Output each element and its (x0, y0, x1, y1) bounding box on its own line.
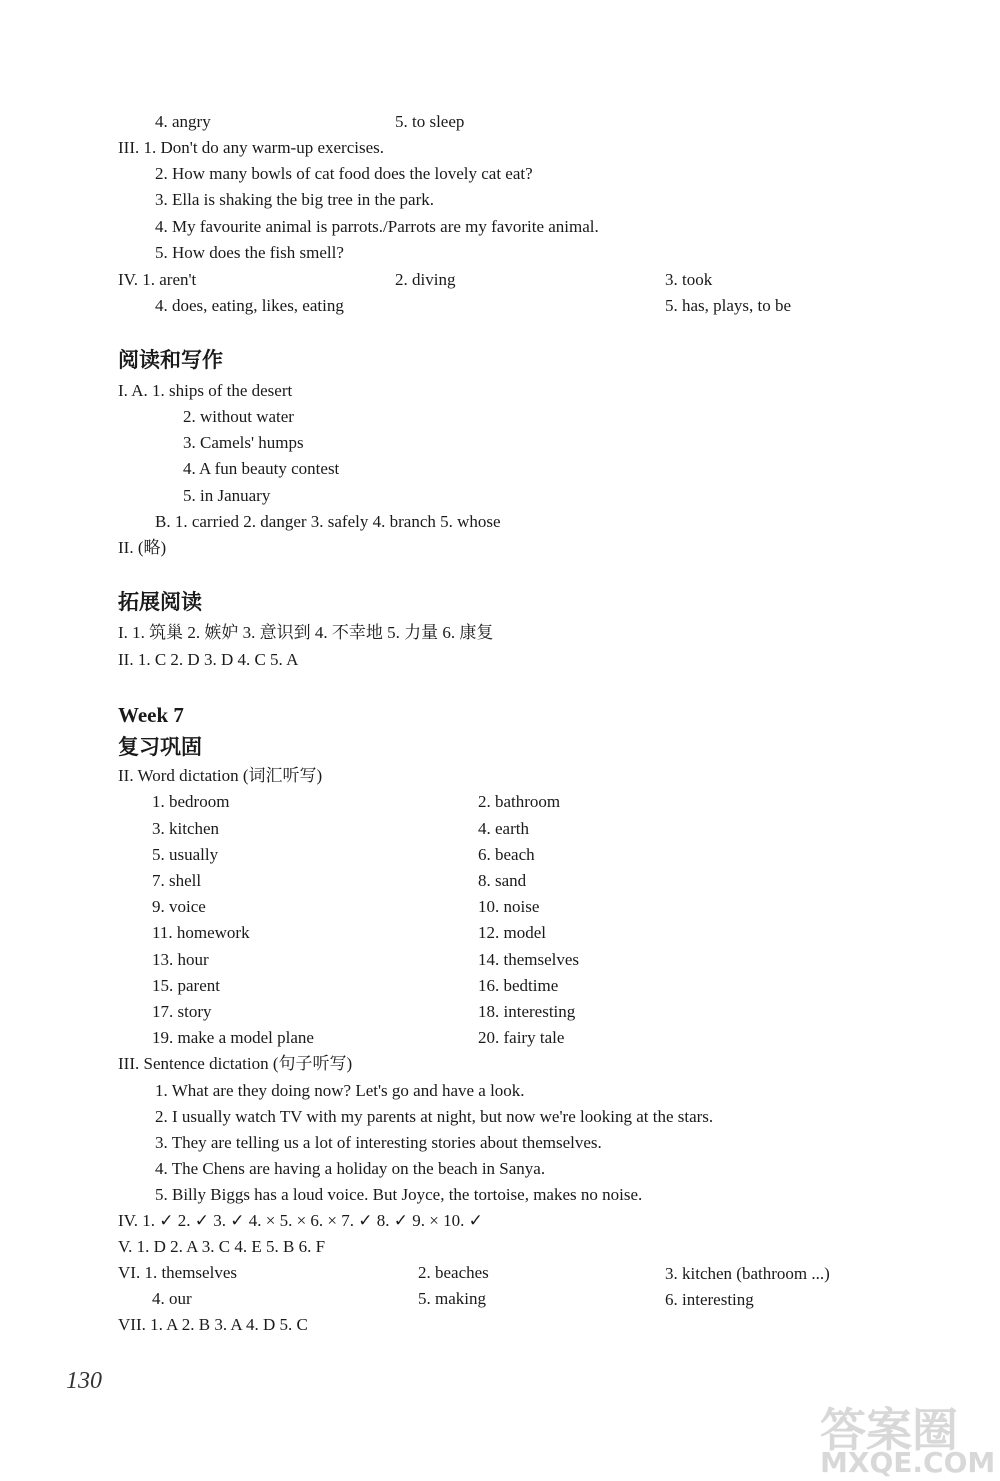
answer-line: V. 1. D 2. A 3. C 4. E 5. B 6. F (118, 1237, 326, 1256)
week-heading: Week 7 (118, 703, 184, 727)
answer-line: 4. earth (478, 819, 529, 838)
answer-line: 2. bathroom (478, 792, 561, 811)
answer-line: 4. A fun beauty contest (183, 459, 340, 478)
answer-line: II. Word dictation (词汇听写) (118, 766, 323, 785)
answer-line: 2. diving (395, 270, 456, 289)
answer-line: 15. parent (152, 976, 220, 995)
section-heading: 阅读和写作 (118, 348, 223, 372)
watermark-logo: 答案圈 (820, 1403, 958, 1457)
answer-line: III. Sentence dictation (句子听写) (118, 1054, 353, 1073)
section-heading: 拓展阅读 (118, 590, 202, 614)
answer-line: 12. model (478, 923, 546, 942)
answer-line: 3. They are telling us a lot of interesting stories about themselves. (155, 1133, 602, 1152)
answer-line: 5. usually (152, 845, 219, 864)
answer-line: 18. interesting (478, 1002, 576, 1021)
answer-line: 2. without water (183, 407, 294, 426)
answer-line: I. 1. 筑巢 2. 嫉妒 3. 意识到 4. 不幸地 5. 力量 6. 康复 (118, 623, 494, 642)
answer-line: 5. in January (183, 486, 271, 505)
answer-line: 2. I usually watch TV with my parents at night, but now we're looking at the stars. (155, 1107, 714, 1126)
answer-line: B. 1. carried 2. danger 3. safely 4. branch 5. whose (155, 512, 501, 531)
answer-line: 5. Billy Biggs has a loud voice. But Joyce, the tortoise, makes no noise. (155, 1185, 643, 1204)
answer-line: II. 1. C 2. D 3. D 4. C 5. A (118, 650, 299, 669)
answer-line: 1. What are they doing now? Let's go and have a look. (155, 1081, 525, 1100)
answer-line: 14. themselves (478, 950, 580, 969)
answer-line: I. A. 1. ships of the desert (118, 381, 293, 400)
answer-line: 5. making (418, 1289, 486, 1308)
answer-line: VII. 1. A 2. B 3. A 4. D 5. C (118, 1315, 308, 1334)
answer-line: 10. noise (478, 897, 540, 916)
answer-line: III. 1. Don't do any warm-up exercises. (118, 138, 385, 157)
answer-line: 11. homework (152, 923, 250, 942)
answer-line: 4. does, eating, likes, eating (155, 296, 344, 315)
answer-line: 19. make a model plane (152, 1028, 314, 1047)
answer-line: 3. kitchen (152, 819, 220, 838)
answer-line: 6. beach (478, 845, 535, 864)
answer-line: 1. bedroom (152, 792, 230, 811)
answer-line: 4. our (152, 1289, 192, 1308)
answer-line: 2. How many bowls of cat food does the lovely cat eat? (155, 164, 533, 183)
answer-line: 6. interesting (665, 1290, 754, 1309)
answer-line: 16. bedtime (478, 976, 559, 995)
watermark-url: MXQE.COM (820, 1446, 996, 1479)
answer-line: 2. beaches (418, 1263, 489, 1282)
answer-line: 20. fairy tale (478, 1028, 565, 1047)
answer-line: 3. took (665, 270, 713, 289)
answer-line: 13. hour (152, 950, 209, 969)
answer-line: 7. shell (152, 871, 202, 890)
section-heading: 复习巩固 (118, 735, 202, 759)
answer-line: IV. 1. aren't (118, 270, 197, 289)
answer-line: 5. How does the fish smell? (155, 243, 344, 262)
answer-line: 4. My favourite animal is parrots./Parrots are my favorite animal. (155, 217, 599, 236)
answer-line: 3. Ella is shaking the big tree in the park. (155, 190, 435, 209)
answer-line: 8. sand (478, 871, 527, 890)
answer-line: IV. 1. ✓ 2. ✓ 3. ✓ 4. × 5. × 6. × 7. ✓ 8. ✓ 9. × 10. ✓ (118, 1211, 483, 1230)
answer-line: II. (略) (118, 538, 167, 557)
answer-line: 5. to sleep (395, 112, 465, 131)
page-number: 130 (66, 1368, 102, 1394)
answer-line: VI. 1. themselves (118, 1263, 237, 1282)
answer-line: 5. has, plays, to be (665, 296, 792, 315)
answer-line: 17. story (152, 1002, 212, 1021)
answer-line: 3. kitchen (bathroom ...) (665, 1264, 830, 1283)
answer-line: 9. voice (152, 897, 206, 916)
answer-line: 4. angry (155, 112, 211, 131)
answer-line: 3. Camels' humps (183, 433, 304, 452)
answer-line: 4. The Chens are having a holiday on the beach in Sanya. (155, 1159, 546, 1178)
